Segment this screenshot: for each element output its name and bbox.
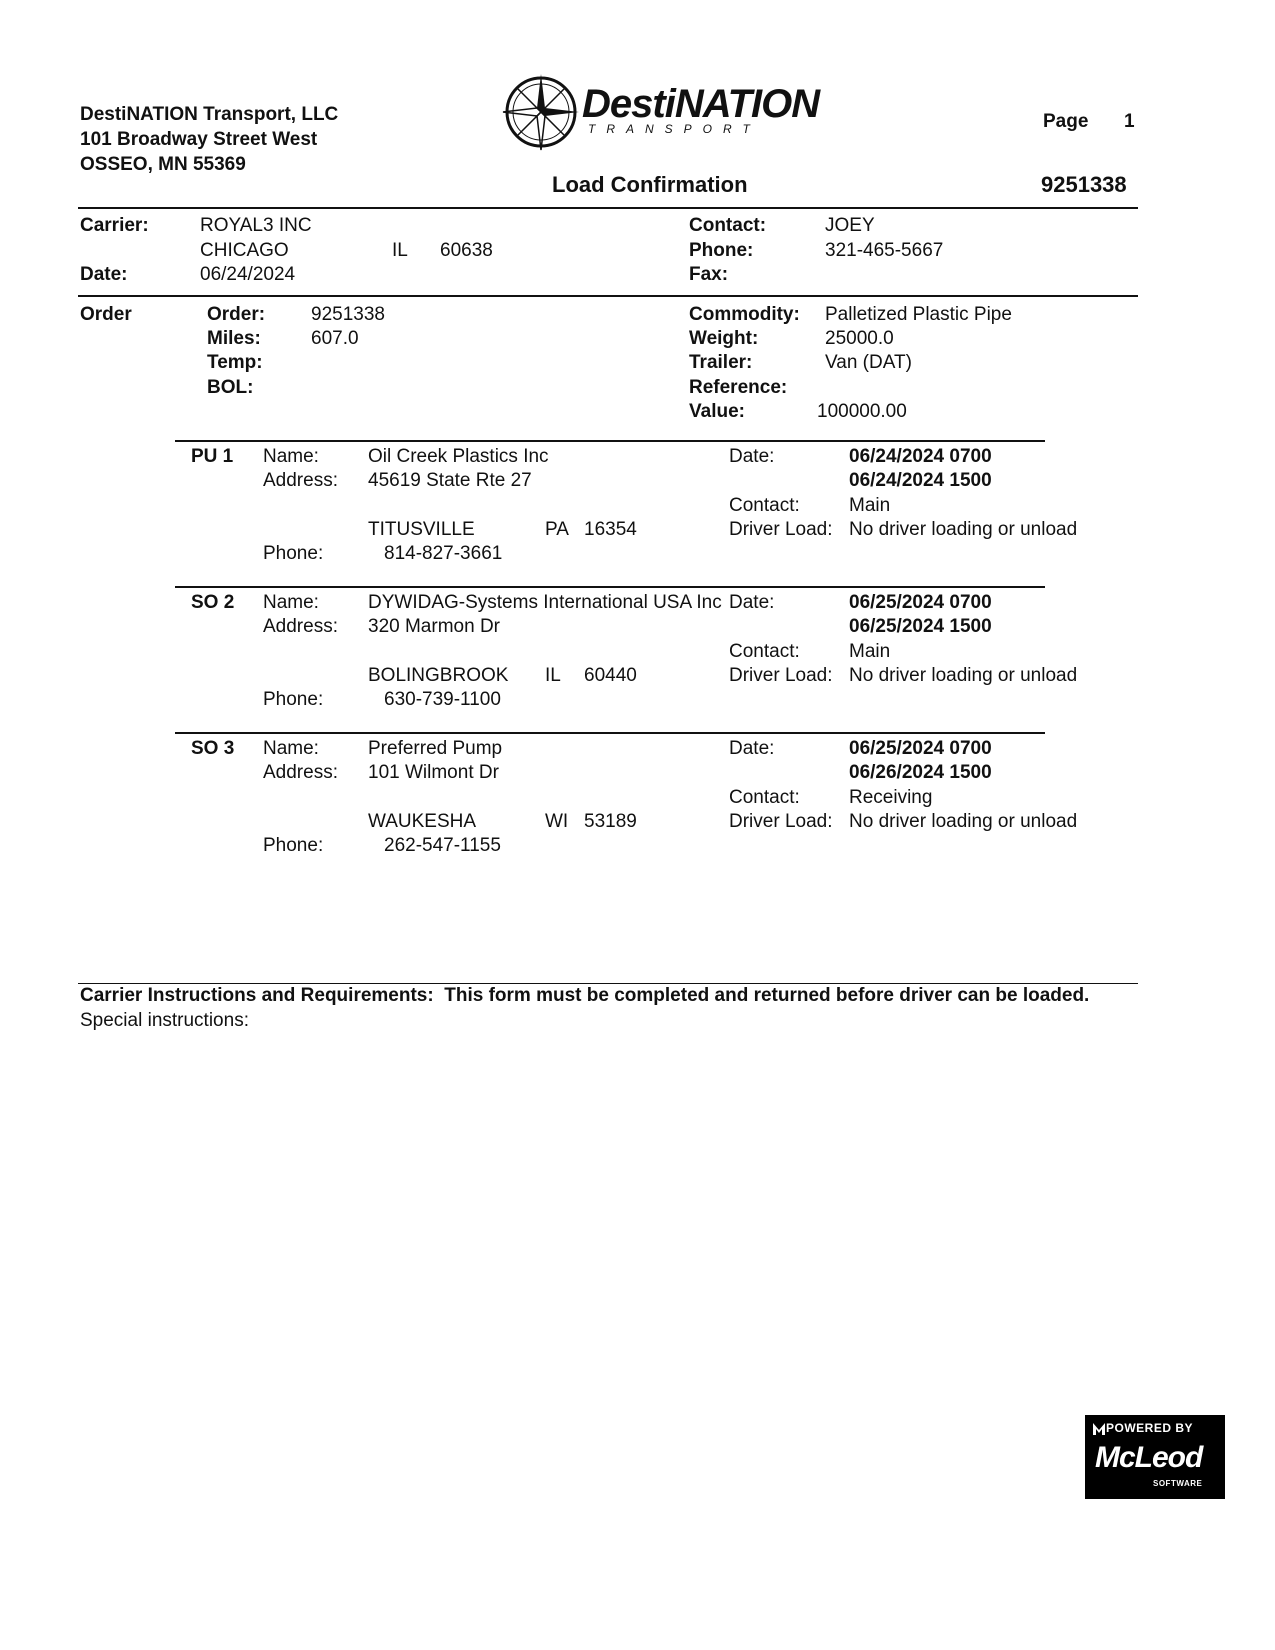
stop-date-end: 06/25/2024 1500 <box>849 616 992 637</box>
m-icon <box>1093 1423 1105 1435</box>
stop-name: Preferred Pump <box>368 738 503 759</box>
stop-driver-load: No driver loading or unload <box>849 519 1078 540</box>
divider <box>78 295 1138 297</box>
stop-name: Oil Creek Plastics Inc <box>368 446 549 467</box>
powered-by-text: POWERED BY <box>1106 1421 1194 1435</box>
stop-code: PU 1 <box>191 446 234 467</box>
stop-driver-load: No driver loading or unload <box>849 665 1078 686</box>
document-number: 9251338 <box>1041 172 1127 197</box>
stop-date-start: 06/25/2024 0700 <box>849 592 992 613</box>
contact-value: JOEY <box>825 215 875 236</box>
stop-state: IL <box>545 665 561 686</box>
miles-value: 607.0 <box>311 328 359 349</box>
stop-date-end: 06/24/2024 1500 <box>849 470 992 491</box>
stop-zip: 16354 <box>584 519 637 540</box>
divider <box>78 983 1138 984</box>
miles-label: Miles: <box>207 328 261 349</box>
stop-zip: 60440 <box>584 665 637 686</box>
fax-label: Fax: <box>689 264 729 285</box>
stop-name-label: Name: <box>263 738 319 759</box>
stop-name: DYWIDAG-Systems International USA Inc <box>368 592 722 613</box>
carrier-city: CHICAGO <box>200 240 289 261</box>
mcleod-wordmark: McLeod <box>1095 1441 1203 1474</box>
compass-rose-icon <box>500 70 582 154</box>
page-label: Page <box>1043 111 1089 132</box>
stop-phone: 814-827-3661 <box>384 543 503 564</box>
stop-name-label: Name: <box>263 446 319 467</box>
stop-phone-label: Phone: <box>263 835 324 856</box>
stop-block <box>0 586 1275 726</box>
trailer-label: Trailer: <box>689 352 753 373</box>
stop-code: SO 2 <box>191 592 235 613</box>
value-amount: 100000.00 <box>817 401 907 422</box>
bol-label: BOL: <box>207 377 254 398</box>
stop-city: BOLINGBROOK <box>368 665 509 686</box>
stop-contact-label: Contact: <box>729 641 800 662</box>
order-number: 9251338 <box>311 304 385 325</box>
stop-driver-load: No driver loading or unload <box>849 811 1078 832</box>
stop-contact: Main <box>849 641 891 662</box>
stop-address: 45619 State Rte 27 <box>368 470 532 491</box>
stop-driver-load-label: Driver Load: <box>729 811 833 832</box>
stop-block <box>0 440 1275 580</box>
special-instructions-label: Special instructions: <box>80 1010 249 1031</box>
stop-date-end: 06/26/2024 1500 <box>849 762 992 783</box>
divider <box>175 732 1045 734</box>
order-label: Order: <box>207 304 266 325</box>
company-address-line2: OSSEO, MN 55369 <box>80 154 246 175</box>
stop-date-label: Date: <box>729 446 775 467</box>
stop-block <box>0 732 1275 872</box>
order-section-label: Order <box>80 304 132 325</box>
stop-name-label: Name: <box>263 592 319 613</box>
stop-address: 101 Wilmont Dr <box>368 762 499 783</box>
carrier-date-label: Date: <box>80 264 128 285</box>
commodity-label: Commodity: <box>689 304 800 325</box>
divider <box>175 586 1045 588</box>
instructions-heading <box>80 985 1089 1007</box>
stop-state: WI <box>545 811 569 832</box>
stop-zip: 53189 <box>584 811 637 832</box>
commodity-value: Palletized Plastic Pipe <box>825 304 1012 325</box>
stop-address: 320 Marmon Dr <box>368 616 500 637</box>
company-address-line1: 101 Broadway Street West <box>80 129 318 150</box>
value-label: Value: <box>689 401 745 422</box>
stop-contact-label: Contact: <box>729 787 800 808</box>
stop-date-label: Date: <box>729 592 775 613</box>
logo-wordmark: DestiNATION <box>582 82 820 126</box>
document-title: Load Confirmation <box>552 172 748 197</box>
phone-label: Phone: <box>689 240 754 261</box>
weight-label: Weight: <box>689 328 759 349</box>
stop-date-start: 06/25/2024 0700 <box>849 738 992 759</box>
stop-address-label: Address: <box>263 616 338 637</box>
carrier-state: IL <box>392 240 408 261</box>
stop-address-label: Address: <box>263 762 338 783</box>
carrier-label: Carrier: <box>80 215 149 236</box>
carrier-date: 06/24/2024 <box>200 264 296 285</box>
page-number: 1 <box>1124 111 1135 132</box>
stop-driver-load-label: Driver Load: <box>729 519 833 540</box>
stop-contact-label: Contact: <box>729 495 800 516</box>
stop-contact: Main <box>849 495 891 516</box>
mcleod-subtitle: SOFTWARE <box>1153 1479 1203 1488</box>
stop-date-start: 06/24/2024 0700 <box>849 446 992 467</box>
stop-state: PA <box>545 519 569 540</box>
instructions-requirement: This form must be completed and returned before driver can be loaded. <box>444 985 1090 1006</box>
trailer-value: Van (DAT) <box>825 352 912 373</box>
stop-code: SO 3 <box>191 738 235 759</box>
carrier-name: ROYAL3 INC <box>200 215 312 236</box>
stop-phone-label: Phone: <box>263 689 324 710</box>
weight-value: 25000.0 <box>825 328 894 349</box>
mcleod-badge <box>1085 1415 1225 1499</box>
stop-address-label: Address: <box>263 470 338 491</box>
phone-value: 321-465-5667 <box>825 240 944 261</box>
contact-label: Contact: <box>689 215 767 236</box>
logo-subtitle: TRANSPORT <box>588 122 761 136</box>
stop-phone-label: Phone: <box>263 543 324 564</box>
company-name: DestiNATION Transport, LLC <box>80 104 339 125</box>
instructions-title: Carrier Instructions and Requirements: <box>80 985 434 1006</box>
divider <box>175 440 1045 442</box>
company-logo <box>500 70 860 160</box>
stop-contact: Receiving <box>849 787 933 808</box>
stop-date-label: Date: <box>729 738 775 759</box>
stop-city: TITUSVILLE <box>368 519 475 540</box>
stop-phone: 262-547-1155 <box>384 835 501 856</box>
stop-driver-load-label: Driver Load: <box>729 665 833 686</box>
temp-label: Temp: <box>207 352 263 373</box>
divider <box>78 207 1138 209</box>
carrier-zip: 60638 <box>440 240 493 261</box>
stop-city: WAUKESHA <box>368 811 477 832</box>
stop-phone: 630-739-1100 <box>384 689 501 710</box>
reference-label: Reference: <box>689 377 788 398</box>
